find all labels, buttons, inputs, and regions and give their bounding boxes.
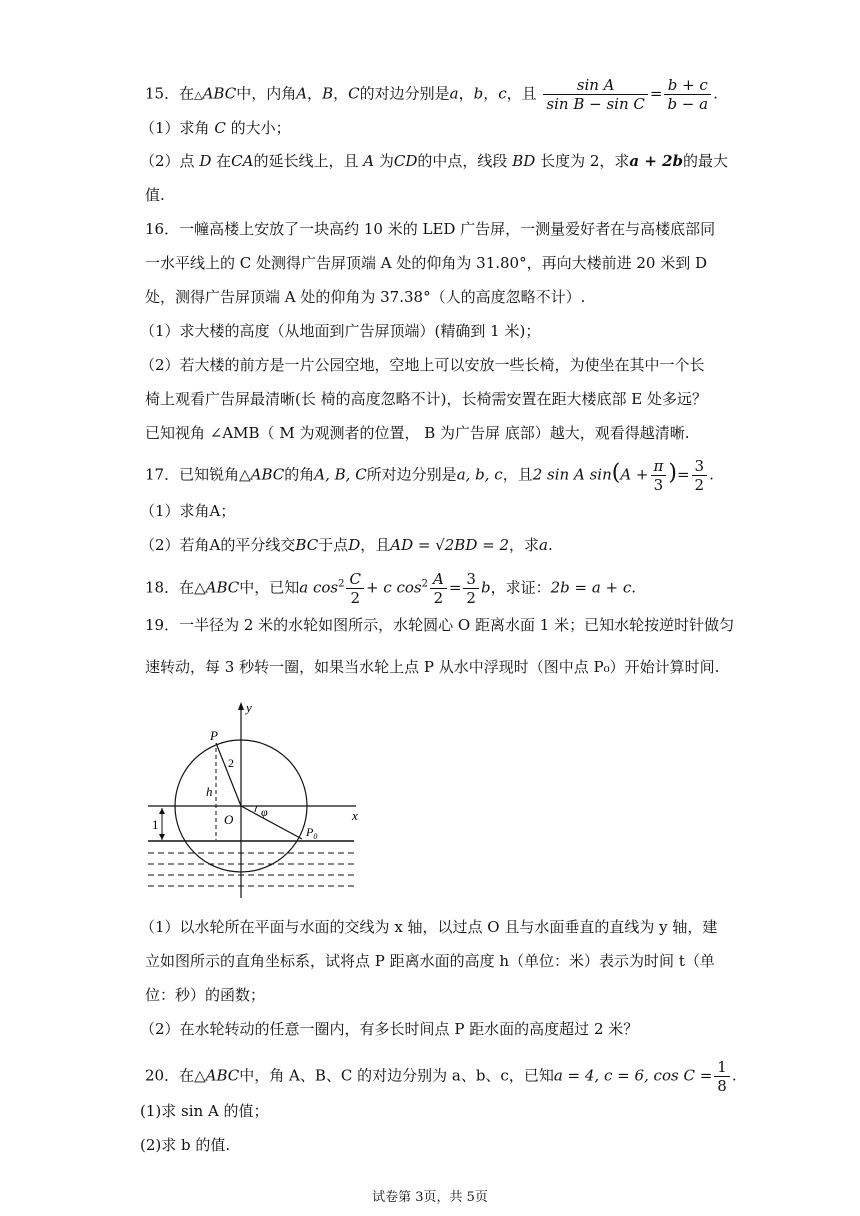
q16-part1: （1）求大楼的高度（从地面到广告屏顶端）(精确到 1 米)；	[140, 322, 541, 340]
q16-part2: （2）若大楼的前方是一片公园空地，空地上可以安放一些长椅，为使坐在其中一个长	[140, 356, 705, 374]
q20-one-eighth: $\frac{1}{8}$	[714, 1058, 730, 1095]
q20-stem: 20．在△ABC中，角 A、B、C 的对边分别为 a、b、c，已知a = 4, c = 6, cos C = $\frac{1}{8}$ .	[145, 1058, 737, 1095]
q17-three-halves: $\frac{3}{2}$	[692, 457, 708, 494]
q15-frac-left: $\frac{\text{sin A}}{\text{sin B − sin C}}$	[543, 76, 647, 113]
q16-part2c: 已知视角 ∠AMB（ M 为观测者的位置， B 为广告屏 底部）越大，观看得越清晰.	[145, 424, 690, 442]
q16-l1: 16．一幢高楼上安放了一块高约 10 米的 LED 广告屏，一测量爱好者在与高楼底部同	[145, 220, 716, 238]
origin-label: O	[224, 812, 234, 827]
q16-l3: 处，测得广告屏顶端 A 处的仰角为 37.38°（人的高度忽略不计）.	[145, 288, 586, 306]
radius-op0	[241, 806, 302, 839]
dim-arrow-bottom	[159, 834, 165, 840]
page-footer: 试卷第 3页，共 5页	[372, 1190, 488, 1205]
height-label: h	[206, 784, 213, 799]
q20-part1: (1)求 sin A 的值；	[140, 1102, 269, 1120]
q19-part1b: 立如图所示的直角坐标系，试将点 P 距离水面的高度 h（单位：米）表示为时间 t（单	[145, 952, 715, 970]
x-axis-label: x	[352, 808, 358, 823]
q17-part1: （1）求角A；	[140, 502, 236, 520]
q20-part2: (2)求 b 的值.	[140, 1136, 231, 1154]
q18-three-halves: $\frac{3}{2}$	[463, 570, 479, 607]
q17-stem: 17．已知锐角△ABC的角A, B, C所对边分别是a, b, c，且2 sin A sin(A + $\frac{\pi}{3}$ )= $\frac{3}{2}$ .	[145, 457, 714, 494]
q16-l2: 一水平线上的 C 处测得广告屏顶端 A 处的仰角为 31.80°，再向大楼前进 20 米到 D	[145, 254, 708, 272]
radius-label: 2	[228, 756, 234, 770]
q19-part1a: （1）以水轮所在平面与水面的交线为 x 轴，以过点 O 且与水面垂直的直线为 y 轴，建	[140, 918, 718, 936]
q15-part2-cont: 值.	[145, 186, 165, 204]
y-axis-label: y	[246, 700, 252, 715]
q19-part2: （2）在水轮转动的任意一圈内，有多长时间点 P 距水面的高度超过 2 米？	[140, 1020, 639, 1038]
q19-part1c: 位：秒）的函数；	[145, 986, 266, 1004]
q15-frac-right: $\frac{b + c}{b - a}$	[664, 76, 711, 113]
q16-part2b: 椅上观看广告屏最清晰(长 椅的高度忽略不计)，长椅需安置在距大楼底部 E 处多远？	[145, 390, 707, 408]
q18-c-over-2: $\frac{C}{2}$	[346, 570, 363, 607]
q17-pi-over-3: $\frac{\pi}{3}$	[651, 457, 667, 494]
q15-part2: （2）点 D 在CA的延长线上，且 A 为CD的中点，线段 BD 长度为 2，求a + 2b的最大	[140, 152, 729, 170]
q19-l2: 速转动，每 3 秒转一圈，如果当水轮上点 P 从水中浮现时（图中点 P₀）开始计算时间.	[145, 658, 720, 676]
q15-stem: 15．在△ABC中，内角A，B，C的对边分别是a，b，c，且 $\frac{\text{sin A}}{\text{sin B − sin C}}$ = $\frac{b + c}{b - a}$ .	[145, 76, 718, 113]
phi-arc	[255, 806, 257, 812]
q15-part1: （1）求角 C 的大小；	[140, 119, 291, 137]
q18-stem: 18．在△ABC中，已知a $\cos^2$ $\frac{C}{2}$ + c $\cos^2$ $\frac{A}{2}$ = $\frac{3}{2}$ b，求证：2b = a + c.	[145, 570, 637, 607]
dim-label-1: 1	[152, 817, 159, 832]
point-p-label: P	[210, 728, 218, 743]
dim-arrow-top	[159, 808, 165, 814]
q19-l1: 19．一半径为 2 米的水轮如图所示，水轮圆心 O 距离水面 1 米；已知水轮按逆时针做匀	[145, 616, 735, 634]
q18-a-over-2: $\frac{A}{2}$	[430, 570, 447, 607]
y-axis-arrow	[238, 702, 244, 710]
waterwheel-figure	[140, 700, 380, 900]
phi-label: φ	[261, 805, 268, 819]
point-p0-label: $P_0$	[306, 825, 318, 841]
radius-op	[216, 743, 241, 806]
q17-part2: （2）若角A的平分线交BC于点D，且AD = √2BD = 2，求a.	[140, 536, 553, 554]
